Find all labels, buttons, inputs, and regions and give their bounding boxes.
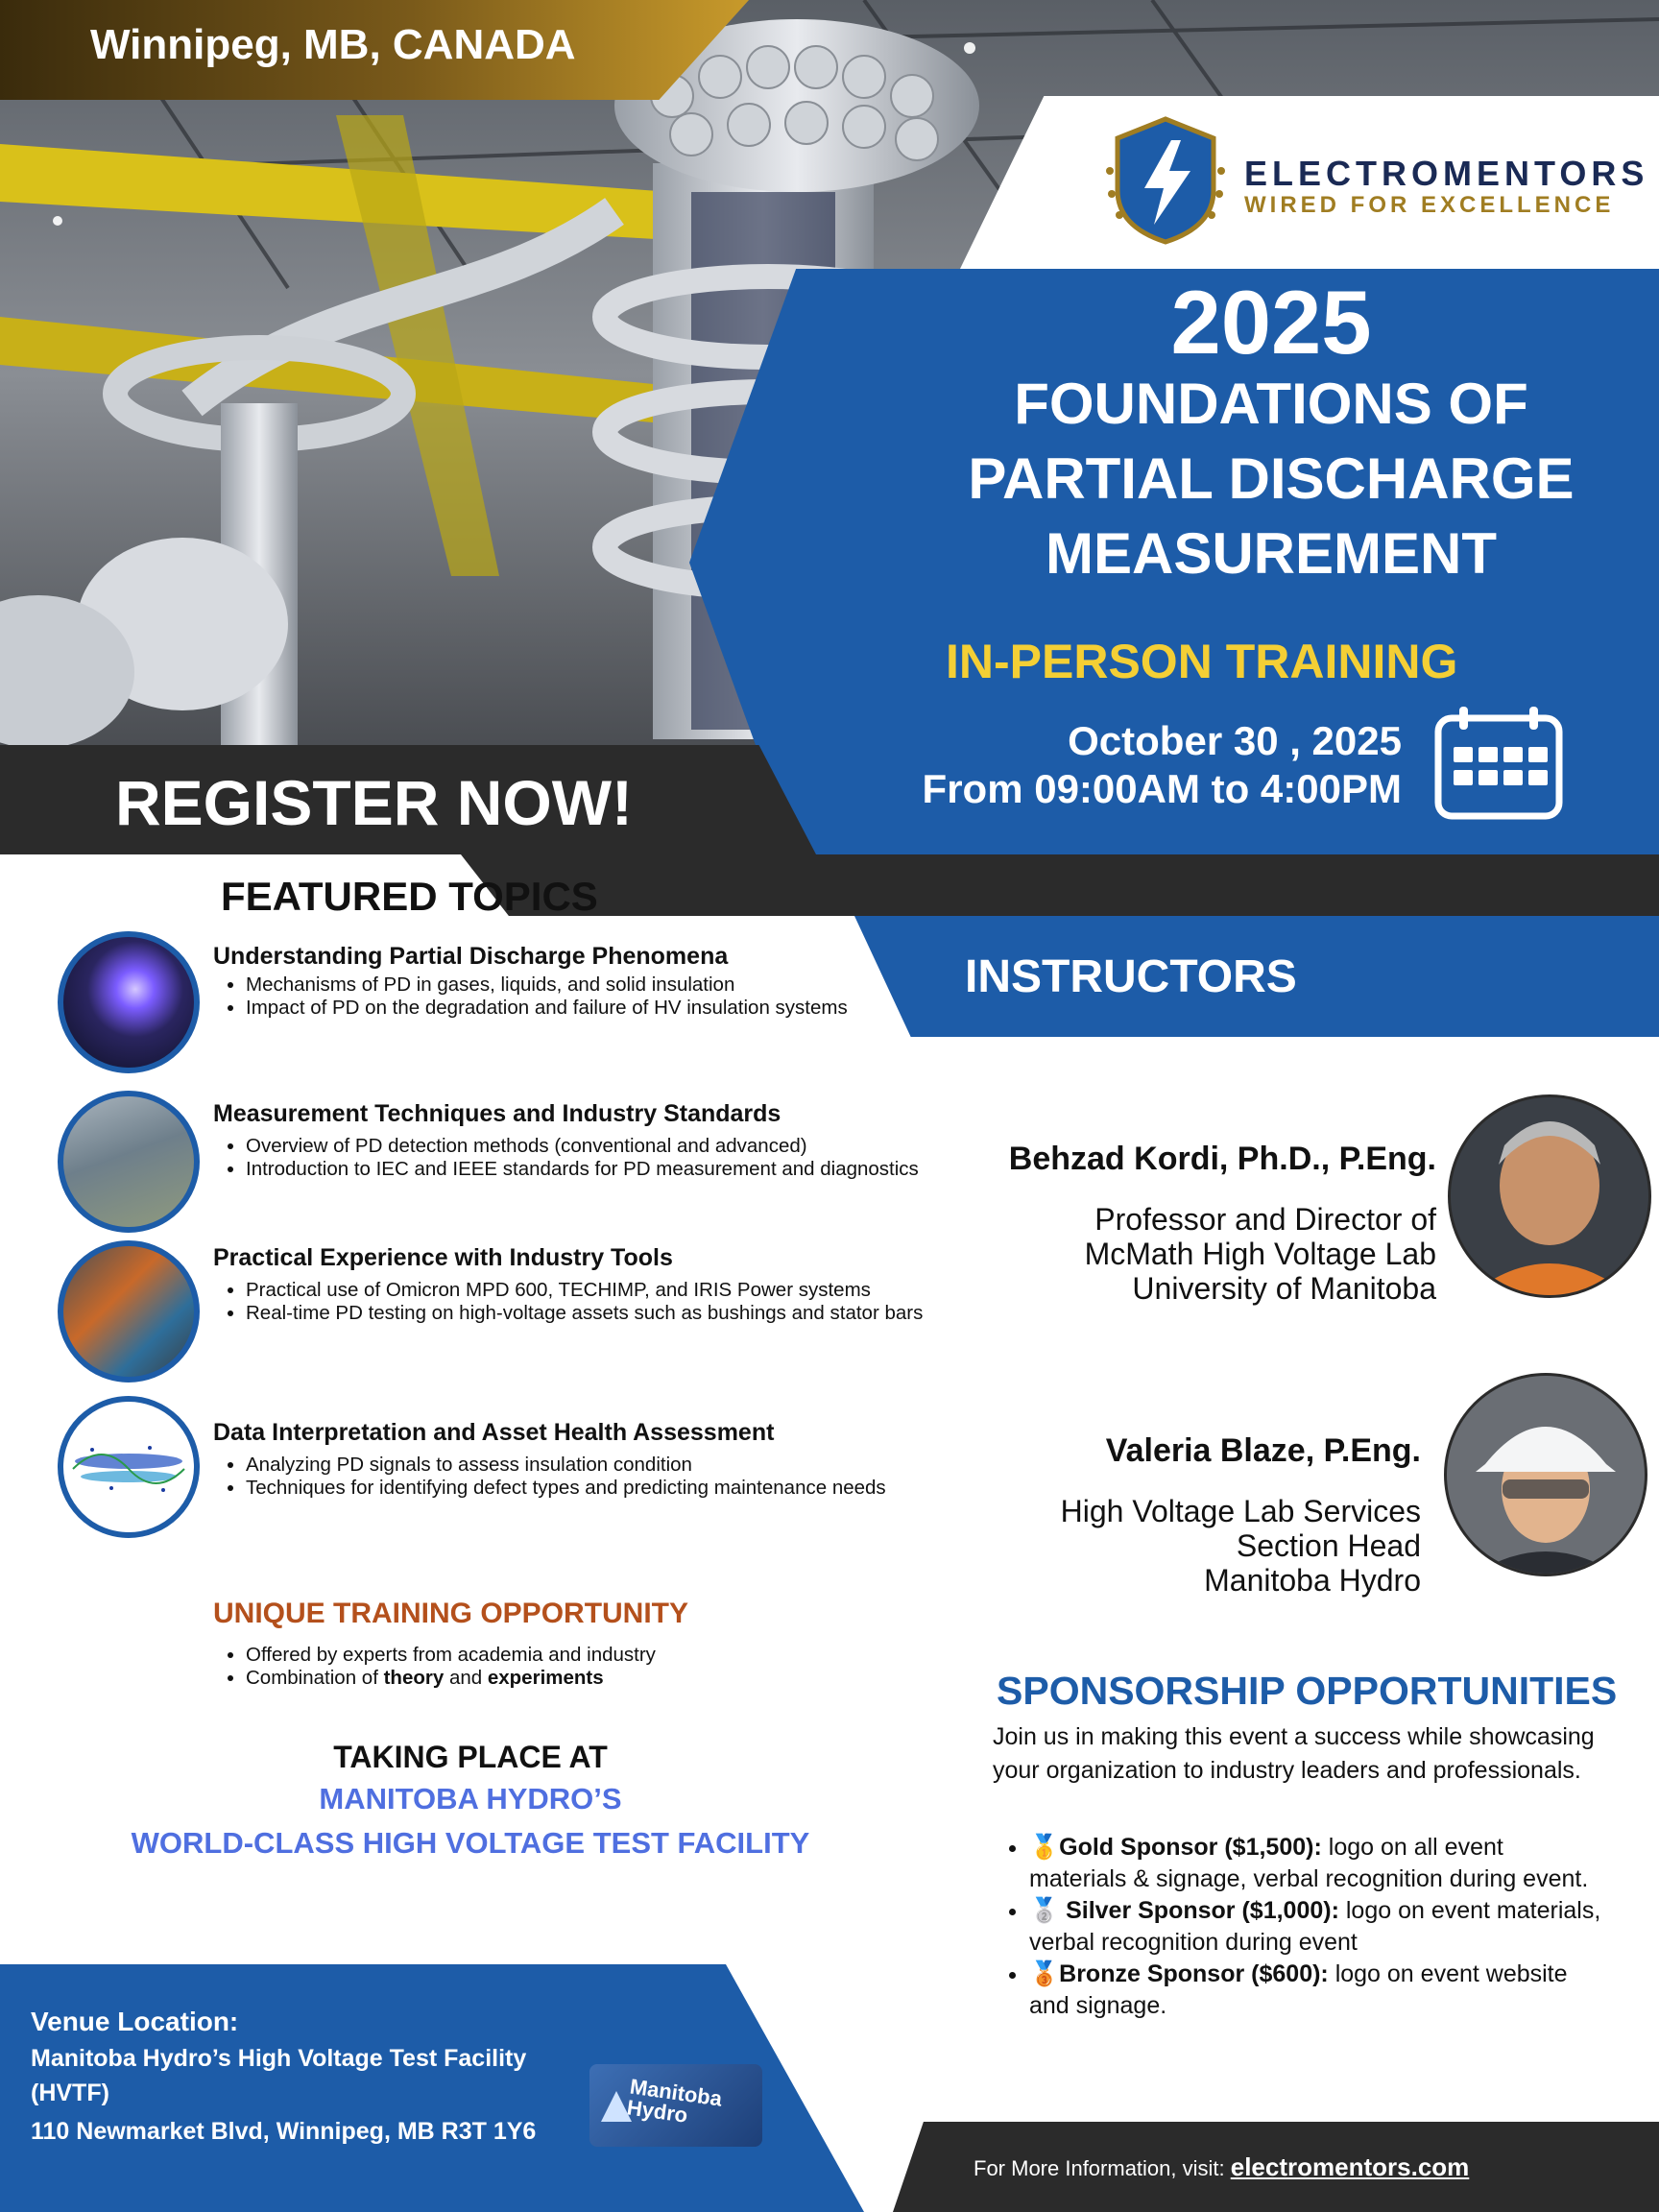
topic-bullet: • Real-time PD testing on high-voltage assets such as bushings and stator bars [246, 1302, 975, 1325]
brand-tagline: WIRED FOR EXCELLENCE [1244, 192, 1615, 218]
venue-line: 110 Newmarket Blvd, Winnipeg, MB R3T 1Y6 [31, 2118, 537, 2145]
instructor-role: Professor and Director of [1094, 1202, 1436, 1237]
instructor-photo [1448, 1094, 1651, 1298]
manitoba-hydro-logo [589, 2064, 762, 2147]
topic-bullet: • Impact of PD on the degradation and failure of HV insulation systems [246, 997, 975, 1020]
event-year: 2025 [1170, 272, 1372, 373]
topic-bullet: • Mechanisms of PD in gases, liquids, and solid insulation [246, 974, 975, 997]
location-text: Winnipeg, MB, CANADA [90, 21, 576, 68]
unique-opportunity-title: UNIQUE TRAINING OPPORTUNITY [213, 1598, 689, 1629]
gold-medal-icon: 🥇 [1029, 1834, 1060, 1861]
topic-bullet: • Techniques for identifying defect types and predicting maintenance needs [246, 1477, 975, 1500]
instructor-role: Manitoba Hydro [1204, 1563, 1421, 1598]
event-format: IN-PERSON TRAINING [946, 635, 1458, 688]
tier-desc: logo on event materials, verbal recognition during event [1029, 1897, 1601, 1956]
bronze-medal-icon: 🥉 [1029, 1960, 1060, 1987]
instructor-photo [1444, 1373, 1647, 1576]
tier-desc: logo on all event materials & signage, verbal recognition during event. [1029, 1834, 1589, 1892]
featured-topics-title: FEATURED TOPICS [221, 874, 598, 919]
unique-opportunity-list [213, 1644, 656, 1690]
topic-bullets [213, 974, 975, 1020]
event-time: From 09:00AM to 4:00PM [922, 766, 1402, 811]
website-link[interactable]: electromentors.com [1230, 2152, 1470, 2181]
topic-bullet: • Introduction to IEC and IEEE standards for PD measurement and diagnostics [246, 1158, 975, 1181]
footer-prefix: For More Information, visit: [974, 2156, 1231, 2180]
electromentors-logo-icon [1104, 113, 1227, 248]
tier-desc: logo on event website and signage. [1029, 1960, 1568, 2019]
venue-line: Manitoba Hydro’s High Voltage Test Facility [31, 2045, 527, 2072]
calendar-icon [1434, 705, 1563, 820]
hydro-symbol-icon [597, 2087, 636, 2126]
topic-bullets [213, 1279, 975, 1325]
topic-title: Understanding Partial Discharge Phenomena [213, 943, 729, 970]
topic-image-test-equipment [58, 1240, 200, 1382]
topic-bullet: • Practical use of Omicron MPD 600, TECHIMP, and IRIS Power systems [246, 1279, 975, 1302]
instructor-name: Behzad Kordi, Ph.D., P.Eng. [1008, 1141, 1436, 1177]
tier-name: Gold Sponsor ($1,500): [1059, 1834, 1322, 1861]
sponsor-tier-bronze [1029, 1959, 1607, 2022]
sponsor-tier-gold [1029, 1832, 1607, 1895]
instructor-role: McMath High Voltage Lab [1084, 1237, 1436, 1271]
unique-bullet: • Offered by experts from academia and industry [246, 1644, 656, 1667]
unique-bullet [246, 1667, 656, 1690]
instructor-role: University of Manitoba [1132, 1271, 1436, 1306]
taking-place-title: TAKING PLACE AT [333, 1740, 608, 1774]
event-title-line-3: MEASUREMENT [1045, 521, 1497, 586]
event-date: October 30 , 2025 [1068, 718, 1402, 763]
topic-image-pd-pattern [58, 1396, 200, 1538]
event-title-line-2: PARTIAL DISCHARGE [968, 446, 1575, 511]
unique-emphasis: experiments [487, 1667, 604, 1689]
facility-name-line-2: WORLD-CLASS HIGH VOLTAGE TEST FACILITY [131, 1826, 810, 1860]
instructor-name: Valeria Blaze, P.Eng. [1105, 1432, 1421, 1469]
unique-text: Combination of [246, 1667, 384, 1689]
topic-title: Data Interpretation and Asset Health Assessment [213, 1419, 775, 1446]
unique-text: and [444, 1667, 488, 1689]
silver-medal-icon: 🥈 [1029, 1897, 1060, 1924]
sponsor-tier-silver [1029, 1895, 1607, 1959]
sponsorship-title: SPONSORSHIP OPPORTUNITIES [997, 1669, 1618, 1713]
tier-name: Bronze Sponsor ($600): [1059, 1960, 1329, 1987]
tier-name: Silver Sponsor ($1,000): [1059, 1897, 1339, 1924]
topic-image-pd-glow [58, 931, 200, 1073]
topic-bullets [213, 1135, 975, 1181]
register-now-button[interactable]: REGISTER NOW! [115, 767, 633, 838]
manitoba-hydro-logo-text: Manitoba Hydro [625, 2074, 724, 2128]
topic-title: Measurement Techniques and Industry Standards [213, 1100, 781, 1127]
instructor-role: High Voltage Lab Services [1060, 1494, 1421, 1528]
topic-title: Practical Experience with Industry Tools [213, 1244, 673, 1271]
venue-line: (HVTF) [31, 2080, 109, 2106]
venue-label: Venue Location: [31, 2007, 239, 2036]
footer-info [974, 2152, 1469, 2182]
instructors-title: INSTRUCTORS [965, 951, 1297, 1002]
topic-bullet: • Analyzing PD signals to assess insulation condition [246, 1454, 975, 1477]
topic-image-hv-lab [58, 1091, 200, 1233]
divider-band [461, 854, 1659, 916]
topic-bullet: • Overview of PD detection methods (conventional and advanced) [246, 1135, 975, 1158]
facility-name-line-1: MANITOBA HYDRO’S [319, 1782, 622, 1815]
event-title-line-1: FOUNDATIONS OF [1014, 372, 1528, 436]
sponsorship-intro: Join us in making this event a success while showcasing your organization to industry leaders and professionals. [993, 1723, 1595, 1784]
unique-emphasis: theory [383, 1667, 445, 1689]
instructor-role: Section Head [1236, 1528, 1421, 1563]
brand-wordmark: ELECTROMENTORS [1244, 154, 1649, 193]
sponsorship-tiers [993, 1832, 1607, 2022]
